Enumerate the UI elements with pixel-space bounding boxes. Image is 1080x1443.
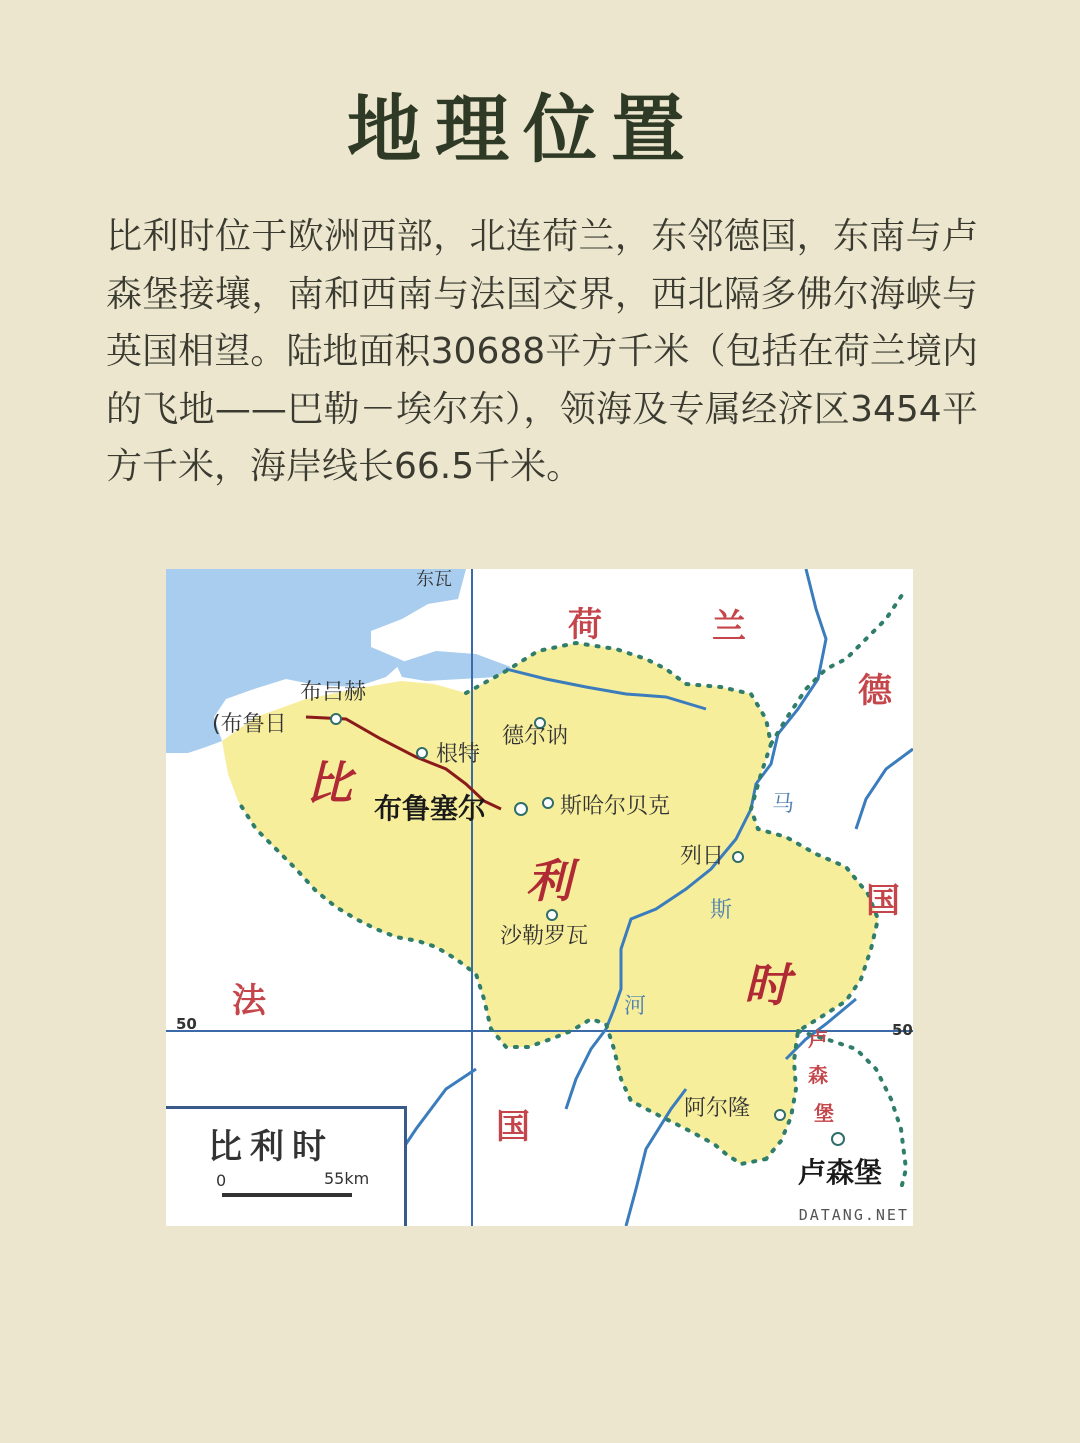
label-ghent: 根特 (436, 742, 481, 767)
label-belgium-2: 利 (526, 854, 572, 908)
description-paragraph: 比利时位于欧洲西部，北连荷兰，东邻德国，东南与卢森堡接壤，南和西南与法国交界，西北隔多佛尔海峡与英国相望。陆地面积30688平方千米（包括在荷兰境内的飞地——巴勒－埃尔东），领海及专属经济区3454平方千米，海岸线长66.5千米。 (106, 216, 978, 487)
label-belgium-3: 时 (744, 958, 790, 1012)
label-france-1: 法 (232, 981, 266, 1021)
watermark: DATANG.NET (798, 1206, 909, 1224)
label-dendermonde: 德尔讷 (502, 724, 569, 749)
label-top-partial: 东瓦 (416, 569, 452, 590)
city-dot-schaerbeek (543, 798, 553, 808)
label-schaerbeek: 斯哈尔贝克 (560, 794, 671, 819)
label-liege: 列日 (680, 844, 725, 869)
map-legend (166, 1106, 407, 1226)
label-luxembourg-v3: 堡 (814, 1101, 834, 1125)
label-river-si: 斯 (710, 898, 733, 923)
label-luxembourg-city: 卢森堡 (798, 1156, 883, 1189)
label-river-ma: 马 (772, 792, 795, 817)
city-dot-ghent (417, 748, 427, 758)
scale-zero-label: 0 (216, 1171, 227, 1190)
city-dot-luxembourg (832, 1133, 844, 1145)
label-bruges-area: 布吕赫 (300, 680, 367, 705)
label-france-2: 国 (496, 1107, 530, 1147)
lat-label-left: 50 (176, 1015, 197, 1033)
label-charleroi: 沙勒罗瓦 (500, 924, 589, 949)
label-brussels: 布鲁塞尔 (374, 792, 487, 825)
page-title: 地理位置 (347, 87, 699, 173)
scale-max-label: 55km (324, 1169, 370, 1188)
label-luxembourg-v1: 卢 (808, 1027, 828, 1051)
city-dot-arlon (775, 1110, 785, 1120)
city-dot-bruges (331, 714, 341, 724)
label-germany-1: 德 (858, 671, 892, 711)
city-dot-liege (733, 852, 743, 862)
legend-title: 比利时 (208, 1127, 334, 1167)
label-netherlands-2: 兰 (712, 607, 746, 647)
label-belgium-1: 比 (306, 756, 352, 810)
label-netherlands-1: 荷 (568, 605, 602, 645)
label-river-he: 河 (624, 994, 647, 1019)
label-arlon: 阿尔隆 (684, 1096, 751, 1121)
lat-label-right: 50 (892, 1021, 913, 1039)
label-germany-2: 国 (866, 881, 900, 921)
belgium-map (166, 569, 913, 1226)
scale-bar (222, 1193, 352, 1197)
city-dot-brussels (515, 803, 527, 815)
label-luxembourg-v2: 森 (808, 1063, 828, 1087)
label-bruges: (布鲁日 (212, 712, 287, 737)
